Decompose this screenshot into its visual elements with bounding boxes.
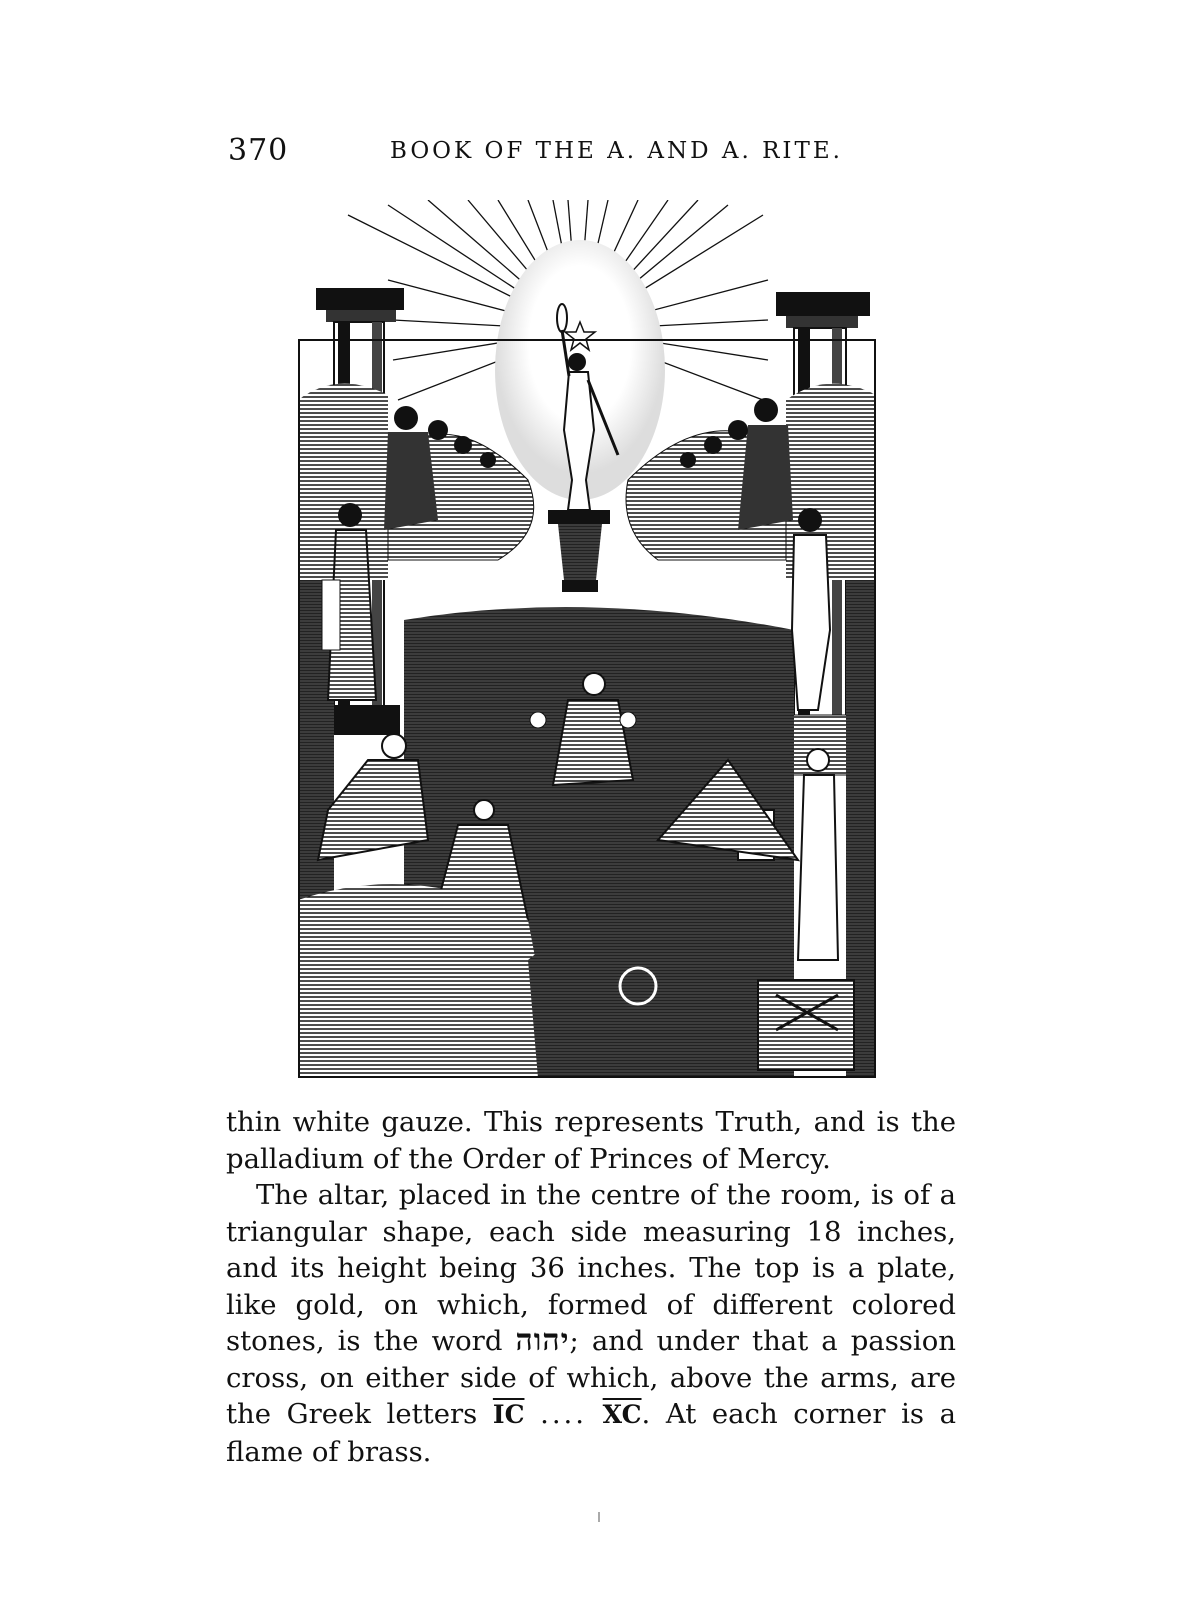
greek-letters-ic: $\overline{IC}$ (492, 1400, 525, 1429)
hebrew-word: יהוה (515, 1323, 570, 1358)
body-text (226, 1104, 956, 1470)
paragraph-2-part-3: . At each corner is a flame of brass. (226, 1398, 956, 1468)
paragraph-2-part-1: The altar, placed in the centre of the room, is of a triangular shape, each side measuring 18 inches, and its height being 36 inches. The top is a plate, like gold, on which, formed of different colored stones, is the word (226, 1179, 956, 1357)
paragraph-2-part-2: ; and under that a passion cross, on either side of which, above the arms, are the Greek letters (226, 1325, 956, 1430)
stray-mark (598, 1512, 600, 1522)
engraving-illustration (298, 200, 876, 1078)
greek-letters-xc: $\overline{XC}$ (602, 1400, 642, 1429)
paragraph-1: thin white gauze. This represents Truth, and is the palladium of the Order of Princes of Mercy. (226, 1106, 956, 1175)
page-number: 370 (228, 133, 289, 168)
ellipsis-dots: .... (540, 1398, 588, 1430)
paragraph-2 (226, 1177, 956, 1470)
running-title: BOOK OF THE A. AND A. RITE. (390, 138, 843, 164)
